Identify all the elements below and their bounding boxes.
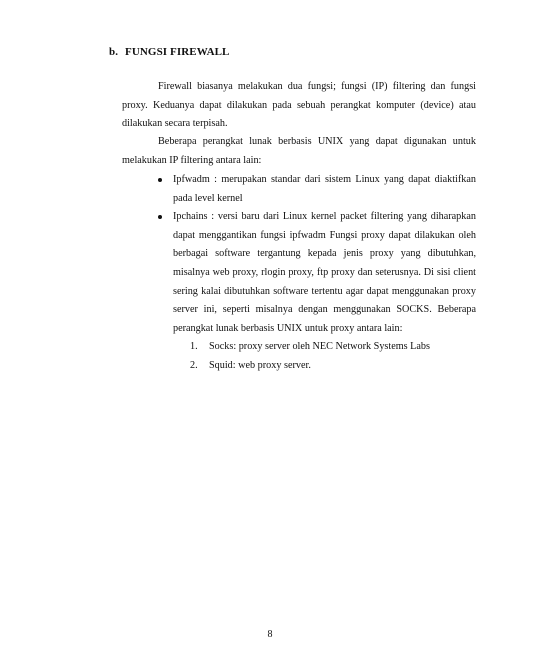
- bullet-item-text: Ipfwadm : merupakan standar dari sistem Linux yang dapat diaktifkan pada level kernel: [173, 174, 476, 204]
- section-title: FUNGSI FIREWALL: [125, 46, 230, 58]
- numbered-item-text: Squid: web proxy server.: [209, 359, 311, 371]
- paragraph-1: [122, 78, 476, 134]
- paragraph-2: [122, 133, 476, 170]
- paragraph-2-text: Beberapa perangkat lunak berbasis UNIX yang dapat digunakan untuk melakukan IP filtering antara lain:: [122, 136, 476, 166]
- numbered-item-number: 1.: [190, 341, 198, 353]
- bullet-item-text: Ipchains : versi baru dari Linux kernel packet filtering yang diharapkan dapat menggantikan fungsi ipfwadm Fungsi proxy dapat dilakukan oleh berbagai software tergantung kepada jenis proxy yang dibutuhkan, misalnya web proxy, rlogin proxy, ftp proxy dan seterusnya. Di sisi client sering kalai dibutuhkan software tertentu agar dapat menggunakan proxy server ini, seperti misalnya dengan menggunakan SOCKS. Beberapa perangkat lunak berbasis UNIX untuk proxy antara lain:: [173, 211, 476, 334]
- numbered-item-number: 2.: [190, 359, 198, 371]
- numbered-item: [190, 338, 476, 357]
- bullet-icon: [158, 178, 162, 182]
- page-number: 8: [267, 629, 273, 640]
- bullet-icon: [158, 215, 162, 219]
- paragraph-1-text: Firewall biasanya melakukan dua fungsi; fungsi (IP) filtering dan fungsi proxy. Keduanya dapat dilakukan pada sebuah perangkat komputer (device) atau dilakukan secara terpisah.: [122, 81, 476, 130]
- numbered-item: [190, 357, 476, 376]
- bullet-item-ipfwadm: [155, 171, 476, 208]
- numbered-list: [190, 338, 476, 375]
- numbered-item-text: Socks: proxy server oleh NEC Network Systems Labs: [209, 341, 430, 353]
- section-heading: [109, 46, 230, 58]
- bullet-item-ipchains: [155, 208, 476, 375]
- bullet-list: [155, 171, 476, 376]
- section-number: b.: [109, 46, 119, 58]
